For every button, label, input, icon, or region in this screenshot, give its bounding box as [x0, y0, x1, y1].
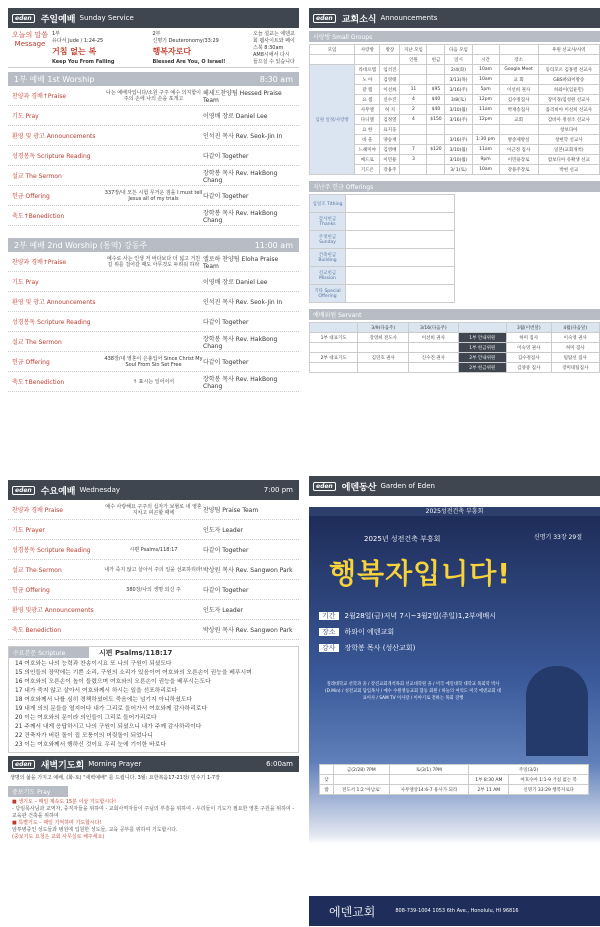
- order-leader: 박상원 목사 Rev. Sangwon Park: [203, 627, 293, 634]
- order-leader: 다같이 Together: [203, 587, 249, 594]
- verse-line: 18 여호와께서 나를 심히 경책하셨어도 죽음에는 넘기지 아니하셨도다: [15, 697, 193, 703]
- order-row: [8, 206, 299, 226]
- pray-title: 중보기도 Pray: [8, 786, 68, 797]
- order-item: 환영 및 광고 Announcements: [12, 133, 96, 140]
- group-cell: GBS하와이방송: [538, 75, 599, 85]
- order-detail: 예수로 사는 인생 저 바다보다 더 넓고 거친 길 위를 걸어갈 때도 아무것도 두려워 하라: [106, 255, 201, 268]
- group-cell: [400, 165, 427, 175]
- order-item: 환영 및 광고 Announcements: [12, 299, 96, 306]
- church-logo: eden: [12, 14, 35, 23]
- offering-type: 건축헌금 Building: [310, 249, 346, 267]
- footer-church: 에덴교회: [329, 904, 376, 919]
- period-value: 2월28일(금)저녁 7시~3월2일(주일)1,2부예배시: [344, 612, 497, 620]
- order-leader: 다같이 Together: [203, 153, 249, 160]
- order-item: 설교 The Sermon: [12, 339, 62, 346]
- group-cell: 이선희: [380, 85, 400, 95]
- group-cell: [499, 125, 538, 135]
- group-cell: 베드로: [355, 155, 380, 165]
- group-cell: 5pm: [472, 85, 499, 95]
- church-logo: eden: [313, 14, 336, 23]
- order-leader: 인석진 목사 Rev. Seok-Jin In: [203, 133, 283, 140]
- order-item: 설교 The Sermon: [12, 567, 62, 574]
- poster-verse: 신명기 33장 29절: [533, 534, 582, 541]
- servant-cell: 이숙영 권사: [506, 343, 551, 353]
- group-cell: 12pm: [472, 95, 499, 105]
- place-value: 하와이 에덴교회: [344, 628, 395, 636]
- order-row: [8, 292, 299, 312]
- servant-cell: [358, 343, 409, 353]
- group-subheader: [538, 55, 599, 65]
- order-row: [8, 86, 299, 106]
- order-item: 헌금 Offering: [12, 193, 50, 200]
- order-leader: 장학봉 목사 Rev. HakBong Chang: [203, 335, 278, 350]
- order-item: 기도 Pray: [12, 279, 39, 286]
- group-cell: 바 울: [355, 135, 380, 145]
- church-logo: eden: [12, 760, 35, 769]
- group-header: 후원 선교사/사역: [538, 45, 599, 55]
- offering-type: 주정헌금 Sunday: [310, 231, 346, 249]
- wednesday-title: 수요예배: [40, 486, 76, 497]
- period-label: 기간: [319, 612, 339, 620]
- servant-cell: 1부 대표기도: [310, 333, 358, 343]
- servant-cell: 장미네팀집사: [551, 363, 600, 373]
- servant-cell: 김연호 권사: [358, 353, 409, 363]
- verse-line: 15 의인들의 장막에는 기쁜 소리, 구원의 소리가 있음이여 여호와의 오른손이 권능을 베푸시며: [15, 670, 252, 676]
- group-cell: [427, 75, 445, 85]
- page-title: 주일예배: [40, 14, 76, 25]
- servant-cell: 신수진 권사: [409, 353, 458, 363]
- group-cell: [400, 65, 427, 75]
- sunday-service-page: [8, 8, 299, 456]
- prayer-item-5: (중보기도 요청은 교회 사무실로 해주세요): [12, 834, 105, 840]
- group-cell: 3/16(주): [445, 115, 472, 125]
- group-cell: 10am: [472, 65, 499, 75]
- order-item: 기도 Prayer: [12, 527, 45, 534]
- group-cell: 11am: [472, 105, 499, 115]
- order-row: [8, 620, 299, 640]
- group-cell: $120: [427, 145, 445, 155]
- group-cell: $95: [427, 85, 445, 95]
- order-item: 축도 Benediction: [12, 627, 62, 634]
- group-cell: 7: [400, 145, 427, 155]
- group-cell: [427, 135, 445, 145]
- group-cell: 1:30 pm: [472, 135, 499, 145]
- servant-cell: 2부 안내위원: [458, 353, 506, 363]
- servant-cell: [409, 363, 458, 373]
- order-row: [8, 332, 299, 352]
- scripture-ref: 시편 Psalms/118:17: [99, 648, 173, 657]
- order-row: [8, 600, 299, 620]
- group-cell: 강용주: [380, 165, 400, 175]
- order-row: [8, 272, 299, 292]
- servant-header: 3/16(다음주): [409, 323, 458, 333]
- offerings-title: 지난주 헌금 Offerings: [309, 181, 600, 192]
- servant-cell: 팀탐선 집사: [551, 353, 600, 363]
- group-cell: 3/ 1(토): [445, 165, 472, 175]
- revival-poster: [309, 516, 600, 926]
- group-row: [310, 65, 600, 75]
- prayer-item-4: 암투병중인 성도들과 병원에 입원한 성도들, 교육 공부를 위하여 기도합시다.: [12, 827, 178, 833]
- order-detail: 내가 죽지 않고 살아서 주의 일을 선포하리라!: [104, 566, 203, 573]
- order-row: [8, 252, 299, 272]
- order-leader: 장학봉 목사 Rev. HakBong Chang: [203, 375, 278, 390]
- order-row: [8, 106, 299, 126]
- group-header: 지난 모임: [400, 45, 427, 55]
- servant-cell: 장영희 전도사: [358, 333, 409, 343]
- group-cell: 11am: [472, 145, 499, 155]
- order-row: [8, 540, 299, 560]
- order-detail: 시편 Psalms/118:17: [129, 546, 178, 553]
- group-subheader: 장소: [499, 55, 538, 65]
- group-cell: 김정열: [380, 115, 400, 125]
- speaker-label: 강사: [319, 644, 339, 652]
- servant-header: 3월(이번달): [506, 323, 551, 333]
- group-cell: 박현 선교: [538, 165, 599, 175]
- speaker-bio: 칠레대학교 선학과 졸 / 강진교회개척목회 선교대학원 졸 / 미국 예일대학 대학교 목회학 박사(D.Min) / 성전교회 담임목사 / 예수 수원영동교회 합동 회원 / 하늘의 여의도 미국 에덴교회 대표이사 / SAM TV 이사장 / 이야기로 전하는 목회 진행: [324, 682, 502, 701]
- order-leader: 장학봉 목사 Rev. HakBong Chang: [203, 209, 278, 224]
- group-cell: [427, 125, 445, 135]
- page-title-en: Sunday Service: [79, 14, 134, 22]
- order-leader: 장학봉 목사 Rev. HakBong Chang: [203, 169, 278, 184]
- morning-prayer-time: 6:00am: [266, 760, 293, 768]
- morning-prayer-title-en: Morning Prayer: [88, 760, 142, 768]
- servant-header: 4월(다음달): [551, 323, 600, 333]
- order-leader: 다같이 Together: [203, 359, 249, 366]
- order-leader: 찬양팀 Praise Team: [203, 507, 259, 514]
- poster-info: [319, 608, 592, 656]
- morning-prayer-title: 새벽기도회: [40, 760, 85, 771]
- group-header: [499, 45, 538, 55]
- order-leader: 엘로하 찬양팀 Eloha Praise Team: [203, 255, 279, 270]
- morning-prayer-header: [8, 756, 299, 772]
- worship2-bar: 2부 예배 2nd Worship (통역) 강동주 11:00 am: [8, 238, 299, 252]
- group-cell: 3/10(월): [445, 155, 472, 165]
- group-cell: $40: [427, 105, 445, 115]
- church-logo: eden: [313, 482, 336, 491]
- speaker-photo: [526, 666, 588, 756]
- group-cell: 12pm: [472, 115, 499, 125]
- order-item: 성경봉독 Scripture Reading: [12, 547, 91, 554]
- offering-type: 기타 Special Offering: [310, 285, 346, 303]
- group-cell: [400, 75, 427, 85]
- servant-cell: 김수정집사: [506, 353, 551, 363]
- group-cell: 2/4(화): [445, 65, 472, 75]
- group-cell: Google Meet: [499, 65, 538, 75]
- group-cell: 교회: [499, 115, 538, 125]
- wednesday-header: [8, 480, 299, 500]
- group-cell: 일본(교회개척): [538, 145, 599, 155]
- verse-line: 19 내게 의의 문들을 열지어다 내가 그리로 들어가서 여호와께 감사하리로다: [15, 706, 207, 712]
- poster-footer: [309, 896, 600, 926]
- worship1-bar: 1부 예배 1st Worship 8:30 am: [8, 72, 299, 86]
- place-label: 장소: [319, 628, 339, 636]
- prayer-list: [8, 799, 299, 841]
- order-leader: 이영배 장로 Daniel Lee: [203, 113, 268, 120]
- group-subheader: 헌금: [427, 55, 445, 65]
- group-subheader: 인원: [400, 55, 427, 65]
- group-cell: [445, 125, 472, 135]
- message-label: 오늘의 말씀 Message: [11, 31, 49, 48]
- poster-headline: 행복자입니다!: [329, 557, 512, 590]
- servant-header: 3/9(다음주): [358, 323, 409, 333]
- group-header: [427, 45, 445, 55]
- announcements-title: 교회소식: [341, 14, 377, 25]
- group-cell: 3: [400, 155, 427, 165]
- morning-prayer-note: 생명의 삶을 가지고 예배, (화-토) "새벽예배" 를 드립니다. 3월: 요한복음17-21장/ 민수기 1-7장: [10, 775, 220, 781]
- group-cell: 롤리비아 이선희 선교사: [538, 105, 599, 115]
- scripture-verses: [9, 658, 298, 752]
- order-leader: 헤세드찬양팀 Hessed Praise Team: [203, 89, 282, 104]
- prayer-item-2: - 당임목사님과 교역자, 중직자들을 위하여 - 교회사역자들이 주님의 부흥을 위하여 - 우리들이 기도가 필요한 영혼 구원을 위하여 - 교육관 건축을 위하여: [12, 806, 295, 819]
- offering-type: 선교헌금 Mission: [310, 267, 346, 285]
- wednesday-page: [8, 480, 299, 920]
- group-cell: 감비아 정성조 선교사: [538, 115, 599, 125]
- scripture-box: [8, 646, 299, 753]
- group-header: [472, 45, 499, 55]
- garden-of-eden-page: [309, 476, 600, 927]
- replay-note: 오늘 설교는 에덴교회 웹사이트와 페이스북 8:30am AM8시에서 다시 들으실 수 있습니다: [253, 31, 295, 65]
- group-cell: [400, 135, 427, 145]
- church-logo: eden: [12, 486, 35, 495]
- order-item: 기도 Pray: [12, 113, 39, 120]
- group-header: 방장: [380, 45, 400, 55]
- group-cell: 3/16(주): [445, 85, 472, 95]
- group-cell: 양승재: [380, 135, 400, 145]
- group-cell: 2: [400, 105, 427, 115]
- garden-header: [309, 476, 600, 496]
- verse-line: 14 여호와는 나의 능력과 찬송이시요 또 나의 구원이 되셨도다: [15, 661, 172, 667]
- group-cell: 기드온: [355, 165, 380, 175]
- order-row: [8, 580, 299, 600]
- servant-cell: 허미 집사: [506, 333, 551, 343]
- order-leader: 다같이 Together: [203, 319, 249, 326]
- servant-cell: 허미 집사: [551, 343, 600, 353]
- group-cell: 강용주장로: [499, 165, 538, 175]
- group-cell: 하와이(임윤민): [538, 85, 599, 95]
- servant-title: 예배위원 Servant: [309, 309, 600, 320]
- order-item: 찬양과 경배↑Praise: [12, 93, 67, 100]
- small-groups-table: [309, 44, 600, 175]
- group-cell: 요 한: [355, 125, 380, 135]
- verse-line: 16 여호와의 오른손이 높이 들렸으며 여호와의 오른손이 권능을 베푸시는도다: [15, 679, 211, 685]
- order-item: 설교 The Sermon: [12, 173, 62, 180]
- servant-cell: 1부 헌금위원: [458, 343, 506, 353]
- order-item: 성경봉독 Scripture Reading: [12, 153, 91, 160]
- message-1: 1부 유다서 Jude / 1:24-25 거침 없는 복 Keep You From Falling: [52, 31, 115, 65]
- verse-line: 22 건축자가 버린 돌이 집 모퉁이의 머릿돌이 되었나니: [15, 733, 153, 739]
- group-cell: 10am: [472, 75, 499, 85]
- group-cell: 갈 렙: [355, 85, 380, 95]
- group-header: 다음 모임: [445, 45, 472, 55]
- group-cell: 교 회: [499, 75, 538, 85]
- group-cell: $40: [427, 95, 445, 105]
- sunday-header: [8, 8, 299, 28]
- group-cell: 임석진: [380, 65, 400, 75]
- order-item: 찬양과 경배↑Praise: [12, 259, 67, 266]
- group-cell: 10am: [472, 165, 499, 175]
- group-cell: 느헤미야: [355, 145, 380, 155]
- group-cell: 신수진: [380, 95, 400, 105]
- footer-address: 808-739-1004 1053 6th Ave., Honolulu, HI 96816: [395, 908, 519, 914]
- group-cell: 노 아: [355, 75, 380, 85]
- group-subheader: [355, 55, 380, 65]
- order-detail: 380장/나의 생명 되신 주: [126, 586, 181, 593]
- scripture-label: 수요본문 Scripture: [9, 647, 89, 658]
- order-leader: 이영배 장로 Daniel Lee: [203, 279, 268, 286]
- group-header: 사랑방: [355, 45, 380, 55]
- speaker-value: 장학봉 목사 (성산교회): [344, 644, 416, 652]
- prayer-item-3: ■ 특별기도 – 매일 기억하며 기도합시다!: [12, 820, 102, 826]
- servant-cell: [409, 343, 458, 353]
- group-subheader: [380, 55, 400, 65]
- group-cell: 김수정집사: [499, 95, 538, 105]
- group-subheader: 일시: [445, 55, 472, 65]
- order-row: [8, 520, 299, 540]
- order-leader: 다같이 Together: [203, 193, 249, 200]
- group-header: 모임: [310, 45, 355, 55]
- group-cell: 김영태: [380, 75, 400, 85]
- verse-line: 17 내가 죽지 않고 살아서 여호와께서 하시는 일을 선포하리로다: [15, 688, 178, 694]
- order-item: 찬양과 경배 Praise: [12, 507, 63, 514]
- group-cell: 캄보디아 유확생 선교: [538, 155, 599, 165]
- group-cell: 이근정 집사: [499, 145, 538, 155]
- group-subheader: [310, 55, 355, 65]
- servant-cell: 1부 안내위원: [458, 333, 506, 343]
- group-cell: $150: [427, 115, 445, 125]
- schedule-table: 금(2/28) 7PM 토(3/1) 7PM 주일(3/2) 낮 1부 8:30 AM 여호수아 1:1-9 거침 없는 복 밤 전도서 1:2 '아남로' 사무엘상14:6-7 용사가 되라 2부 11 AM 신명기 33:29 행복자로다: [319, 764, 589, 795]
- group-cell: 3/16(주): [445, 135, 472, 145]
- wednesday-time: 7:00 pm: [263, 486, 293, 494]
- servant-cell: 이선희 권사: [409, 333, 458, 343]
- group-cell: 4: [400, 115, 427, 125]
- servant-cell: 김양중 집사: [506, 363, 551, 373]
- servant-cell: [310, 363, 358, 373]
- order-item: 성경봉독 Scripture Reading: [12, 319, 91, 326]
- verse-line: 21 주께서 내게 응답하시고 나의 구원이 되셨으니 내가 주께 감사하리이다: [15, 724, 202, 730]
- message-box: [8, 28, 299, 68]
- offerings-table: [309, 194, 455, 303]
- offering-type: 감사헌금 Thanks: [310, 213, 346, 231]
- order-item: 축도↑Benediction: [12, 213, 65, 220]
- group-cell: 이민용장로: [499, 155, 538, 165]
- order-row: [8, 166, 299, 186]
- group-cell: 다니엘: [355, 115, 380, 125]
- order-detail: 337장/내 모든 시험 무거운 짐을 I must tell Jesus all of my trials: [104, 189, 203, 202]
- group-cell: 3/13(목): [445, 75, 472, 85]
- group-cell: [472, 125, 499, 135]
- order-detail: 438장/내 영혼이 은총입어 Since Christ My Soul From Sin Set Free: [104, 355, 203, 368]
- group-cell: 3/10(월): [445, 145, 472, 155]
- order-row: [8, 372, 299, 392]
- order-item: 환영 및광고 Announcements: [12, 607, 94, 614]
- group-cell: 방송제방실: [499, 135, 538, 145]
- order-detail: 나는 예배자입니다/소원 구주 예수 의지함이 주의 손에 나의 손을 포개고: [106, 89, 201, 102]
- group-cell: 9pm: [472, 155, 499, 165]
- group-cell: 3/8(토): [445, 95, 472, 105]
- servant-table: [309, 322, 600, 373]
- group-cell: 장미경/임성원 선교사: [538, 95, 599, 105]
- group-cell: [400, 125, 427, 135]
- group-cell: 표지웅: [380, 125, 400, 135]
- announcements-title-en: Announcements: [380, 14, 438, 22]
- group-cell: 이선희 권사: [499, 85, 538, 95]
- order-leader: 박상원 목사 Rev. Sangwon Park: [203, 567, 293, 574]
- group-cell: 11: [400, 85, 427, 95]
- announcements-page: [309, 8, 600, 456]
- group-cell: 창현학 선교사: [538, 135, 599, 145]
- group-cell: 4: [400, 95, 427, 105]
- garden-title-en: Garden of Eden: [380, 482, 435, 490]
- group-cell: [427, 165, 445, 175]
- revival-banner: 2025성전건축 부흥회: [309, 507, 600, 516]
- servant-cell: [358, 363, 409, 373]
- group-cell: 3/10(월): [445, 105, 472, 115]
- verse-line: 20 이는 여호와의 문이라 의인들이 그리로 들어가리로다: [15, 715, 157, 721]
- group-cell: 이민용: [380, 155, 400, 165]
- prayer-item-1: ■ 생기도 – 매일 계속도 15분 이상 기도합시다!: [12, 799, 116, 805]
- group-cell: 허 지: [380, 105, 400, 115]
- group-cell: [427, 65, 445, 75]
- wednesday-title-en: Wednesday: [79, 486, 121, 494]
- group-subheader: 시간: [472, 55, 499, 65]
- group-cell: [427, 155, 445, 165]
- servant-cell: [310, 343, 358, 353]
- message-2: 2부 신명기 Deuteronomy/33:29 행복자로다 Blessed Are You, O Israel!: [152, 31, 226, 65]
- group-cell: 김영배: [380, 145, 400, 155]
- small-groups-title: 사랑방 Small Groups: [309, 31, 600, 42]
- order-leader: 인도자 Leader: [203, 527, 243, 534]
- group-cell: 사무엘: [355, 105, 380, 115]
- order-row: [8, 560, 299, 580]
- order-item: 헌금 Offering: [12, 587, 50, 594]
- garden-title: 에덴동산: [341, 482, 377, 493]
- servant-cell: 이숙영 권사: [551, 333, 600, 343]
- order-row: [8, 312, 299, 332]
- group-cell: 요 셉: [355, 95, 380, 105]
- order-row: [8, 352, 299, 372]
- group-cell: 창보다아: [538, 125, 599, 135]
- order-item: 축도↑Benediction: [12, 379, 65, 386]
- order-leader: 다같이 Together: [203, 547, 249, 554]
- offering-type: 십일조 Tithing: [310, 195, 346, 213]
- group-cell: 라데포엠: [355, 65, 380, 75]
- order-row: [8, 126, 299, 146]
- order-leader: 인도자 Leader: [203, 607, 243, 614]
- order-item: 헌금 Offering: [12, 359, 50, 366]
- poster-subtitle: 2025년 성전건축 부흥회: [364, 535, 441, 543]
- group-cell: 동티모르 김홍렬 선교사: [538, 65, 599, 75]
- order-row: [8, 186, 299, 206]
- order-detail: 예수 사랑해요 구주의 십자가 보혈로 내 영혼 지치고 피곤할 때에: [105, 503, 202, 516]
- order-leader: 인석진 목사 Rev. Seok-Jin In: [203, 299, 283, 306]
- order-detail: ↑ 표시는 일어서서: [132, 378, 175, 385]
- servant-cell: 2부 대표기도: [310, 353, 358, 363]
- group-label: 임원 일정/사랑방: [310, 65, 355, 175]
- group-cell: 박재송집사: [499, 105, 538, 115]
- announcements-header: [309, 8, 600, 28]
- servant-cell: 2부 헌금위원: [458, 363, 506, 373]
- verse-line: 23 이는 여호와께서 행하신 것이요 우리 눈에 기이한 바로다: [15, 742, 166, 748]
- order-row: [8, 500, 299, 520]
- order-row: [8, 146, 299, 166]
